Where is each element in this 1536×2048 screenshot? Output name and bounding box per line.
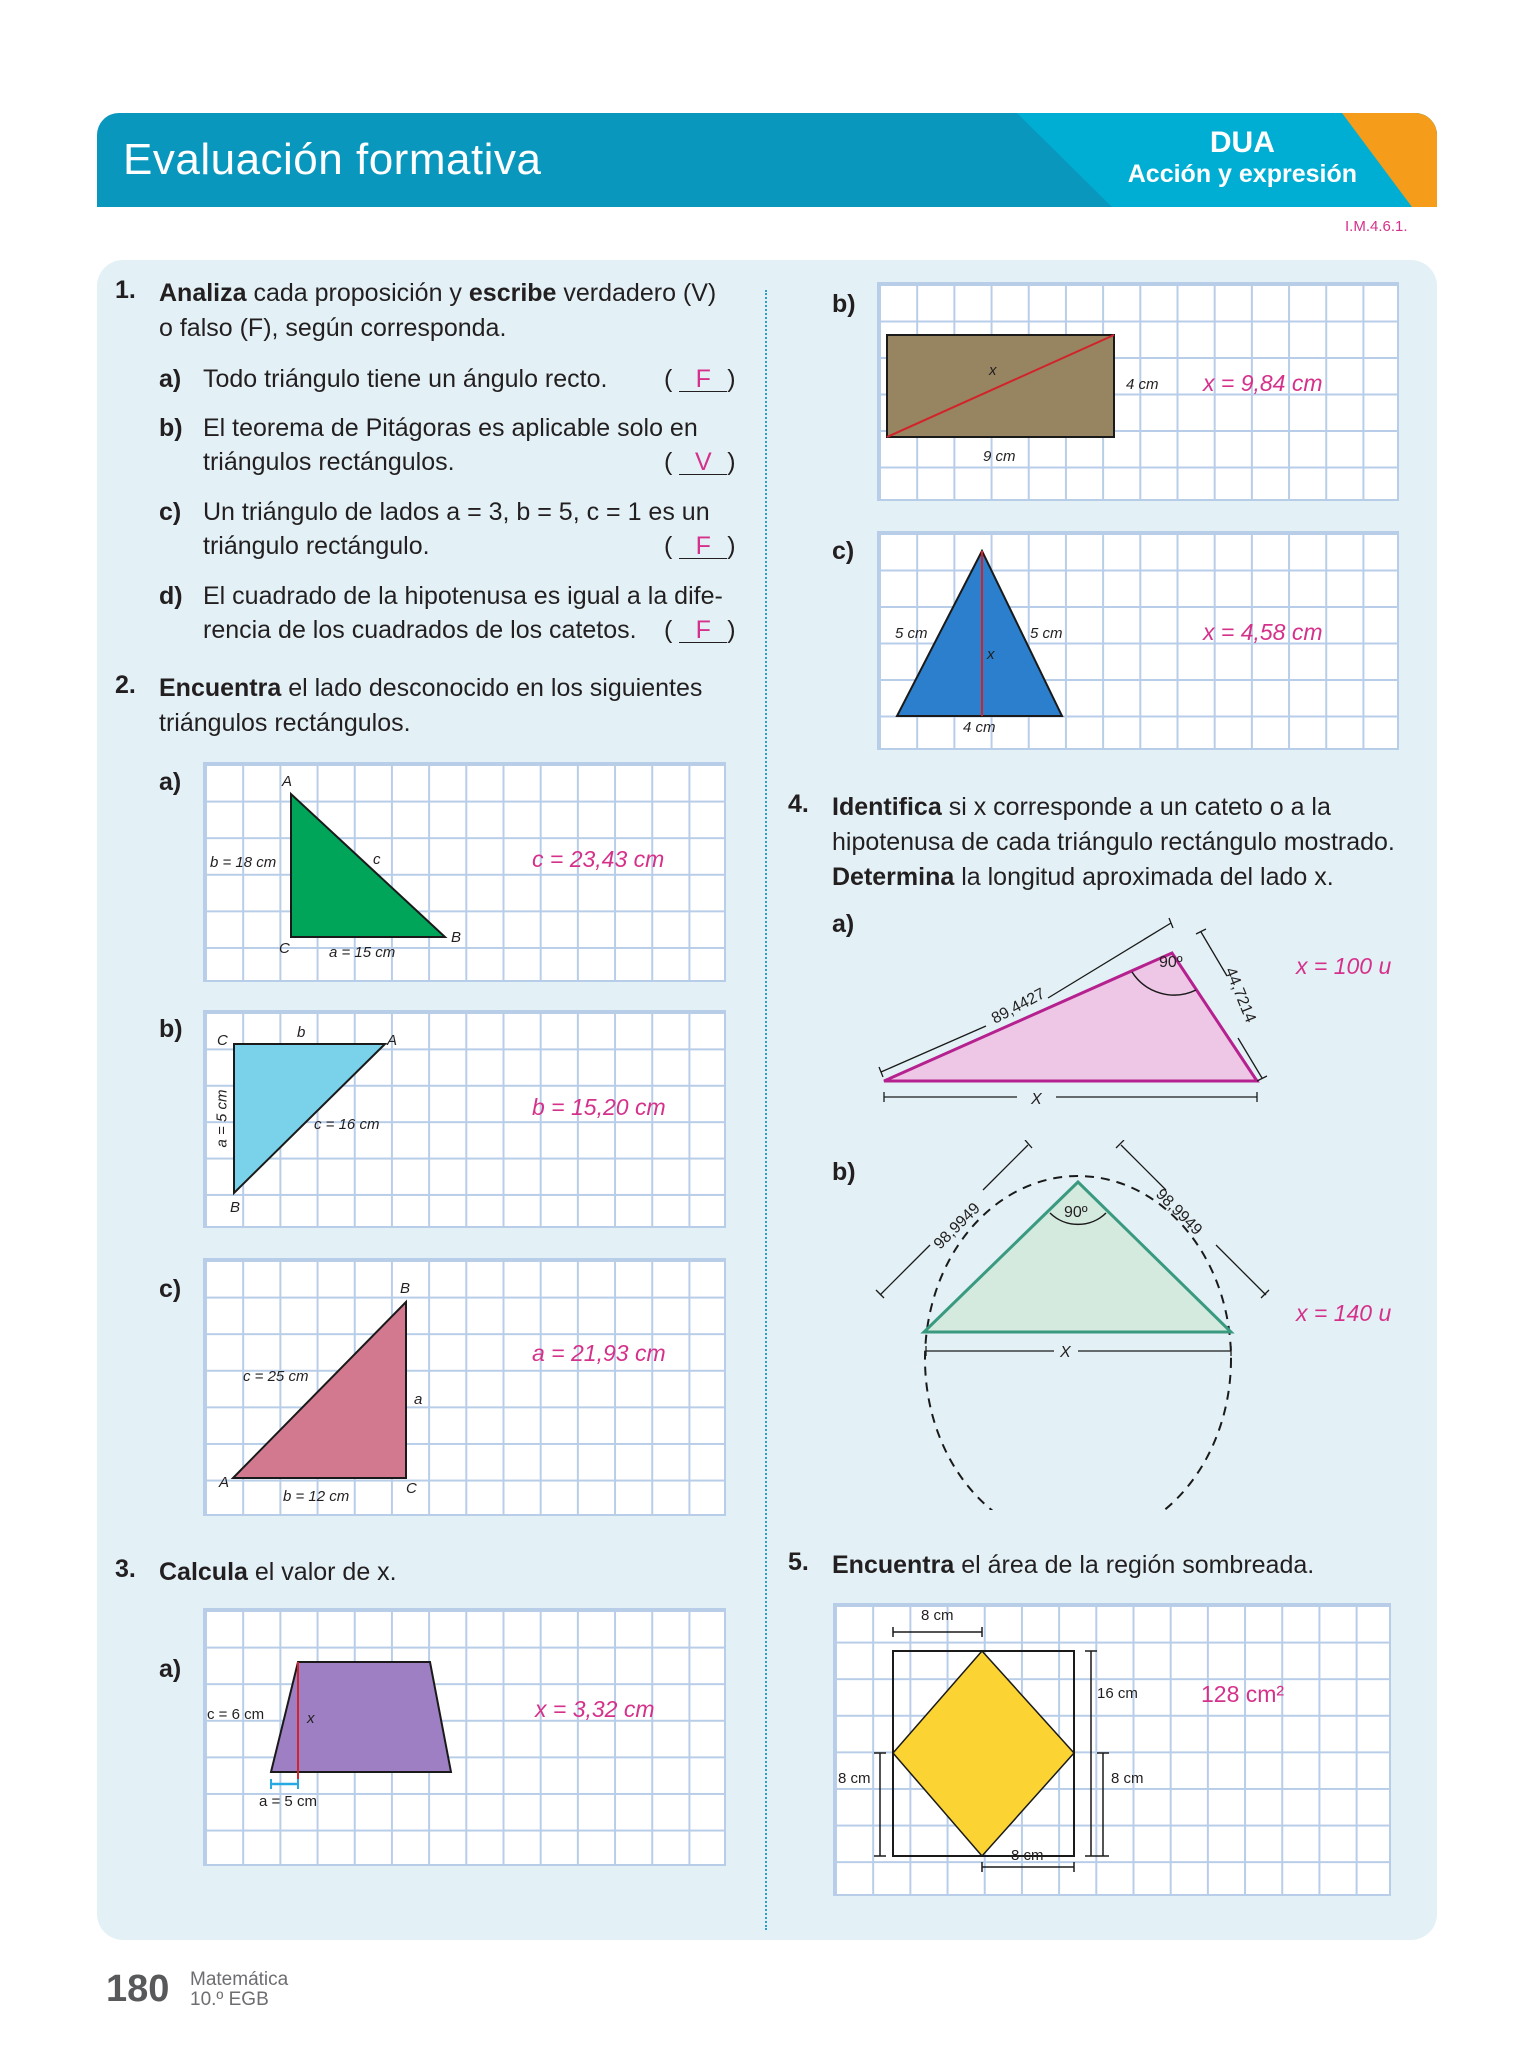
vertex-label: C — [406, 1480, 417, 1497]
answer-result — [1296, 953, 1391, 980]
item-text: El cuadrado de la hipotenusa es igual a la dife- — [203, 582, 723, 610]
indicator-code: I.M.4.6.1. — [1345, 218, 1408, 235]
side-label: b = 12 cm — [283, 1488, 350, 1505]
item-label: b) — [159, 1015, 183, 1043]
angle-label: 90º — [1064, 1204, 1088, 1221]
dimension-label: 8 cm — [1111, 1770, 1144, 1787]
side-label: 98,9949 — [1152, 1185, 1206, 1239]
item-label: a) — [832, 910, 855, 938]
diagram-q4a — [860, 900, 1280, 1110]
page-number: 180 — [106, 1968, 170, 2010]
question-number: 4. — [788, 790, 809, 818]
grid-q3c — [877, 531, 1399, 750]
dimension-label: 8 cm — [838, 1770, 871, 1787]
side-label: c — [373, 851, 381, 868]
side-label: 5 cm — [1030, 625, 1063, 642]
side-label: 5 cm — [895, 625, 928, 642]
vertex-label: B — [230, 1199, 241, 1216]
item-label: a) — [159, 365, 182, 393]
right-triangle-pink — [205, 1260, 728, 1518]
answer-result — [1296, 1300, 1391, 1327]
item-text: Un triángulo de lados a = 3, b = 5, c = 1 es un — [203, 498, 710, 526]
section-header — [97, 113, 1437, 207]
answer-result: b = 15,20 cm — [532, 1094, 666, 1120]
question-number: 5. — [788, 1548, 809, 1576]
side-label: 4 cm — [1126, 376, 1159, 393]
right-triangle-pink — [884, 953, 1257, 1081]
unknown-label: X — [1060, 1344, 1071, 1361]
question-text: verdadero (V) — [556, 279, 717, 307]
answer-result: 128 cm² — [1201, 1681, 1285, 1707]
side-label: a = 15 cm — [329, 944, 396, 961]
answer-value: F — [679, 534, 727, 559]
side-label: 4 cm — [963, 719, 996, 736]
item-text: El teorema de Pitágoras es aplicable solo en — [203, 414, 698, 442]
vertex-label: A — [282, 773, 293, 790]
side-label: 89,4427 — [988, 985, 1048, 1028]
item-text: rencia de los cuadrados de los catetos. — [203, 616, 637, 644]
shaded-square — [893, 1651, 1074, 1856]
answer-value: x = 140 u — [1296, 1300, 1392, 1326]
question-number: 3. — [115, 1555, 136, 1583]
dua-title: DUA — [1209, 126, 1275, 159]
answer-result: a = 21,93 cm — [532, 1340, 666, 1366]
item-label: a) — [159, 1655, 182, 1683]
vertex-label: B — [451, 929, 462, 946]
side-label: b = 18 cm — [210, 854, 277, 871]
side-label: 44,7214 — [1221, 965, 1259, 1026]
answer-result: x = 4,58 cm — [1203, 619, 1323, 645]
footer-subject — [190, 1970, 288, 2010]
item-label: c) — [832, 537, 855, 565]
item-label: c) — [159, 498, 182, 526]
grid-q5 — [833, 1603, 1391, 1896]
answer-value: F — [679, 367, 727, 392]
verb-determina: Determina — [832, 863, 955, 891]
side-label: c = 25 cm — [243, 1368, 309, 1385]
question-text: el valor de x. — [247, 1558, 397, 1586]
item-label: d) — [159, 582, 183, 610]
question-text: hipotenusa de cada triángulo rectángulo mostrado. — [832, 828, 1395, 856]
angle-label: 90º — [1159, 954, 1183, 971]
side-label: c = 16 cm — [314, 1116, 380, 1133]
dua-subtitle: Acción y expresión — [1127, 160, 1357, 188]
verb-escribe: escribe — [468, 279, 557, 307]
verb-calcula: Calcula — [159, 1558, 248, 1586]
dua-badge — [1128, 127, 1357, 189]
question-text: el lado desconocido en los siguientes — [281, 674, 703, 702]
trapezoid-purple — [205, 1610, 728, 1868]
answer-result: x = 3,32 cm — [535, 1696, 655, 1722]
unknown-label: x — [987, 646, 995, 663]
item-text: triángulo rectángulo. — [203, 532, 430, 560]
answer-blank[interactable]: ( V ) — [664, 448, 736, 476]
side-label: a = 5 cm — [259, 1793, 317, 1810]
item-text: Todo triángulo tiene un ángulo recto. — [203, 365, 608, 393]
side-label: 98,9949 — [930, 1199, 984, 1253]
vertex-label: A — [219, 1474, 230, 1491]
question-text: cada proposición y — [246, 279, 469, 307]
side-label: a = 5 cm — [213, 1089, 231, 1148]
grid-q3b — [877, 282, 1399, 501]
subject-name: Matemática — [190, 1969, 289, 1990]
right-triangle-cyan — [205, 1012, 728, 1230]
unknown-label: X — [1031, 1091, 1042, 1108]
side-label: 9 cm — [983, 448, 1016, 465]
question-text: si x corresponde a un cateto o a la — [941, 793, 1331, 821]
grid-q2c — [203, 1258, 726, 1516]
grid-q2b — [203, 1010, 726, 1228]
dimension-label: 8 cm — [921, 1607, 954, 1624]
item-text: triángulos rectángulos. — [203, 448, 455, 476]
vertex-label: B — [400, 1280, 411, 1297]
item-label: b) — [832, 1158, 856, 1186]
answer-value: x = 100 u — [1296, 953, 1392, 979]
page-title: Evaluación formativa — [123, 135, 542, 184]
question-text: la longitud aproximada del lado x. — [954, 863, 1334, 891]
unknown-label: x — [307, 1710, 315, 1727]
answer-blank[interactable]: ( F ) — [664, 532, 736, 560]
dimension-label: 8 cm — [1011, 1847, 1044, 1864]
grade-level: 10.º EGB — [190, 1989, 269, 2010]
item-label: b) — [159, 414, 183, 442]
question-text: triángulos rectángulos. — [159, 709, 411, 737]
vertex-label: C — [217, 1032, 228, 1049]
answer-result: c = 23,43 cm — [532, 846, 665, 872]
verb-analiza: Analiza — [159, 279, 247, 307]
answer-blank[interactable]: ( F ) — [664, 616, 736, 644]
diagram-q4b — [860, 1140, 1280, 1510]
side-label: b — [297, 1024, 306, 1041]
side-label: a — [414, 1391, 423, 1408]
vertex-label: C — [279, 940, 290, 957]
verb-encuentra: Encuentra — [159, 674, 282, 702]
grid-q2a — [203, 762, 726, 982]
question-text: el área de la región sombreada. — [954, 1551, 1315, 1579]
column-divider — [765, 290, 767, 1930]
vertex-label: A — [387, 1032, 398, 1049]
answer-result: x = 9,84 cm — [1203, 370, 1323, 396]
item-label: c) — [159, 1275, 182, 1303]
question-text: o falso (F), según corresponda. — [159, 314, 507, 342]
answer-value: F — [679, 618, 727, 643]
question-number: 1. — [115, 276, 136, 304]
grid-q3a — [203, 1608, 726, 1866]
verb-encuentra: Encuentra — [832, 1551, 955, 1579]
side-label: c = 6 cm — [207, 1706, 265, 1723]
dimension-label: 16 cm — [1097, 1685, 1138, 1702]
item-label: b) — [832, 290, 856, 318]
unknown-label: x — [989, 362, 997, 379]
item-label: a) — [159, 768, 182, 796]
answer-blank[interactable]: ( F ) — [664, 365, 736, 393]
answer-value: V — [679, 450, 727, 475]
question-number: 2. — [115, 671, 136, 699]
verb-identifica: Identifica — [832, 793, 942, 821]
diagram-q5 — [835, 1605, 1393, 1898]
